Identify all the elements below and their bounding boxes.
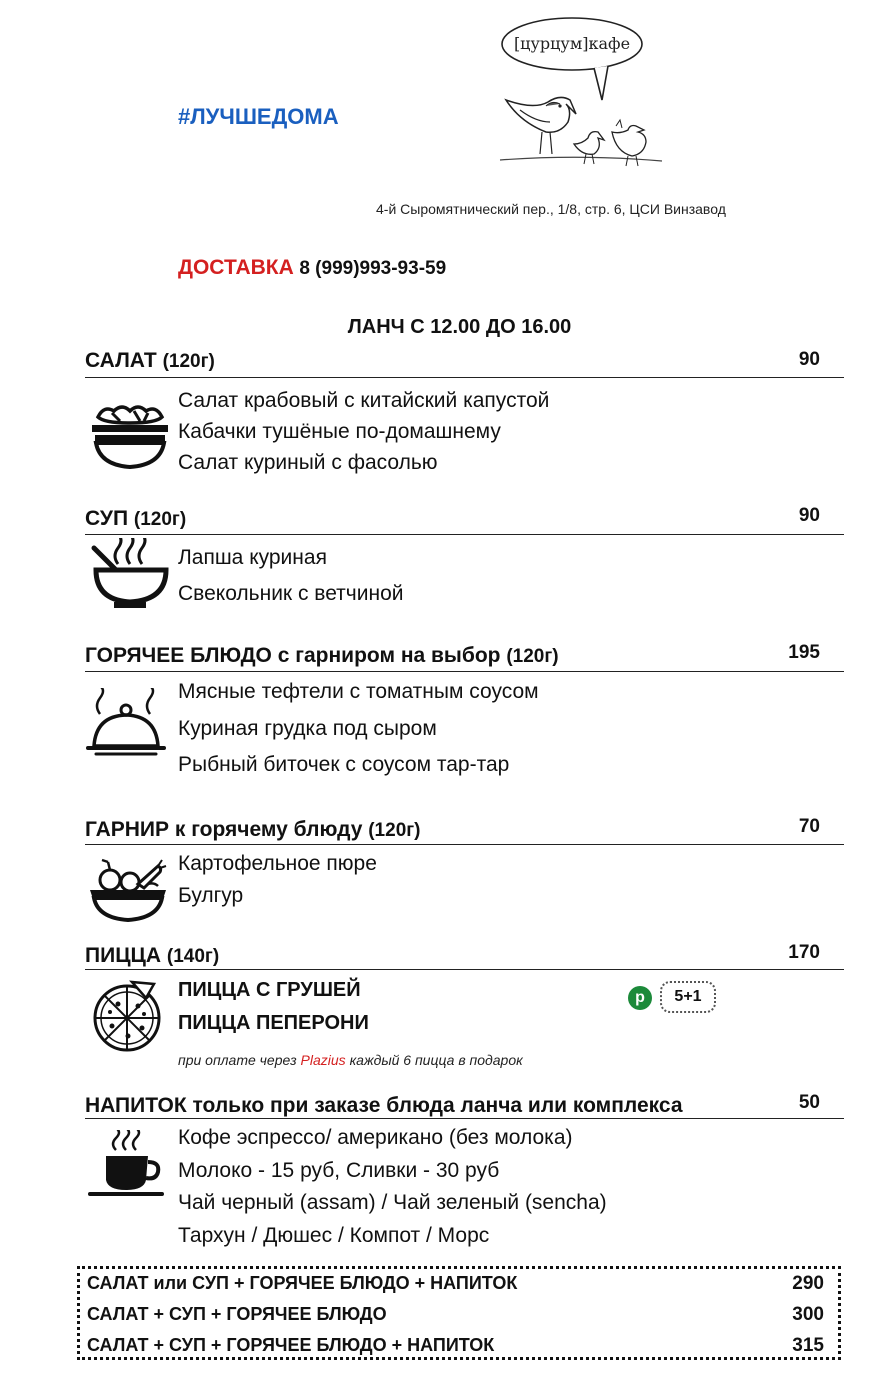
combo-label: САЛАТ или СУП + ГОРЯЧЕЕ БЛЮДО + НАПИТОК bbox=[87, 1273, 518, 1293]
section-divider bbox=[85, 969, 844, 970]
section-price-pizza: 170 bbox=[788, 942, 820, 963]
section-weight: (120г) bbox=[506, 646, 559, 667]
section-divider bbox=[85, 671, 844, 672]
combo-offers-box bbox=[77, 1266, 841, 1360]
salad-bowl-icon bbox=[90, 403, 170, 476]
hashtag-text: #ЛУЧШЕДОМА bbox=[178, 104, 339, 129]
hot-items bbox=[178, 674, 539, 784]
soup-bowl-icon bbox=[90, 538, 170, 617]
menu-item: Чай черный (assam) / Чай зеленый (sencha) bbox=[178, 1191, 607, 1214]
section-weight: (120г) bbox=[368, 820, 421, 841]
combo-price: 290 bbox=[792, 1273, 824, 1294]
combo-price: 300 bbox=[792, 1304, 824, 1325]
section-name: ГОРЯЧЕЕ БЛЮДО с гарниром на выбор bbox=[85, 644, 501, 667]
section-price-salad: 90 bbox=[798, 349, 820, 370]
menu-item: Тархун / Дюшес / Компот / Морс bbox=[178, 1223, 490, 1247]
note-text: при оплате через bbox=[178, 1052, 297, 1068]
section-title-soup bbox=[85, 507, 186, 531]
menu-item: Картофельное пюре bbox=[178, 852, 377, 875]
note-text: каждый 6 пицца в подарок bbox=[349, 1052, 523, 1068]
section-title-pizza bbox=[85, 944, 219, 968]
pizza-promo-note bbox=[178, 1044, 523, 1077]
section-title-garnish bbox=[85, 818, 421, 842]
section-title-drink: НАПИТОК только при заказе блюда ланча или комплекса bbox=[85, 1094, 683, 1117]
menu-item: Салат куриный с фасолью bbox=[178, 451, 438, 474]
cafe-address: 4-й Сыромятнический пер., 1/8, стр. 6, ЦСИ Винзавод bbox=[376, 201, 726, 217]
pizza-items bbox=[178, 974, 523, 1077]
garnish-items bbox=[178, 848, 377, 912]
coffee-cup-icon bbox=[86, 1130, 166, 1207]
menu-item: Мясные тефтели с томатным соусом bbox=[178, 680, 539, 703]
section-title-hot bbox=[85, 644, 559, 668]
section-divider bbox=[85, 377, 844, 378]
delivery-label: ДОСТАВКА bbox=[178, 256, 294, 279]
section-divider bbox=[85, 534, 844, 535]
section-name: ГАРНИР к горячему блюду bbox=[85, 818, 363, 841]
combo-label: САЛАТ + СУП + ГОРЯЧЕЕ БЛЮДО + НАПИТОК bbox=[87, 1335, 495, 1355]
combo-row bbox=[87, 1335, 824, 1363]
vegetable-bowl-icon bbox=[88, 858, 168, 929]
section-name: СУП bbox=[85, 507, 129, 530]
combo-price: 315 bbox=[792, 1335, 824, 1356]
plazius-brand: Plazius bbox=[300, 1052, 346, 1068]
menu-item: ПИЦЦА С ГРУШЕЙ bbox=[178, 979, 361, 1001]
section-price-soup: 90 bbox=[798, 505, 820, 526]
section-price-hot: 195 bbox=[788, 642, 820, 663]
menu-item: Рыбный биточек с соусом тар-тар bbox=[178, 753, 510, 776]
lunch-title: ЛАНЧ С 12.00 ДО 16.00 bbox=[347, 316, 572, 338]
section-divider bbox=[85, 844, 844, 845]
menu-item: Булгур bbox=[178, 884, 244, 907]
cafe-logo bbox=[490, 14, 665, 174]
section-name: САЛАТ bbox=[85, 349, 157, 372]
drink-items bbox=[178, 1122, 607, 1252]
section-weight: (120г) bbox=[162, 351, 215, 372]
cloche-icon bbox=[86, 688, 166, 763]
section-price-garnish: 70 bbox=[798, 816, 820, 837]
menu-item: Кофе эспрессо/ американо (без молока) bbox=[178, 1126, 573, 1149]
section-price-drink: 50 bbox=[798, 1092, 820, 1113]
plazius-logo: p bbox=[628, 986, 652, 1010]
delivery-line bbox=[178, 256, 446, 280]
section-divider bbox=[85, 1118, 844, 1119]
combo-row bbox=[87, 1304, 824, 1332]
menu-item: Лапша куриная bbox=[178, 546, 327, 569]
pizza-icon bbox=[88, 980, 166, 1057]
menu-item: Свекольник с ветчиной bbox=[178, 582, 404, 605]
menu-item: Молоко - 15 руб, Сливки - 30 руб bbox=[178, 1158, 500, 1182]
menu-item: Салат крабовый с китайский капустой bbox=[178, 389, 550, 412]
combo-row bbox=[87, 1273, 824, 1301]
combo-label: САЛАТ + СУП + ГОРЯЧЕЕ БЛЮДО bbox=[87, 1304, 387, 1324]
menu-item: Куриная грудка под сыром bbox=[178, 716, 437, 740]
section-weight: (140г) bbox=[166, 946, 220, 967]
section-title-salad bbox=[85, 349, 215, 373]
menu-item: ПИЦЦА ПЕПЕРОНИ bbox=[178, 1012, 369, 1034]
logo-text: [цурцум]кафе bbox=[513, 34, 631, 53]
section-name: ПИЦЦА bbox=[85, 944, 162, 967]
menu-item: Кабачки тушёные по-домашнему bbox=[178, 420, 501, 443]
salad-items bbox=[178, 385, 549, 478]
section-weight: (120г) bbox=[133, 509, 187, 530]
soup-items bbox=[178, 540, 403, 612]
promo-badge: 5+1 bbox=[660, 981, 716, 1013]
delivery-phone[interactable]: 8 (999)993-93-59 bbox=[299, 258, 447, 279]
